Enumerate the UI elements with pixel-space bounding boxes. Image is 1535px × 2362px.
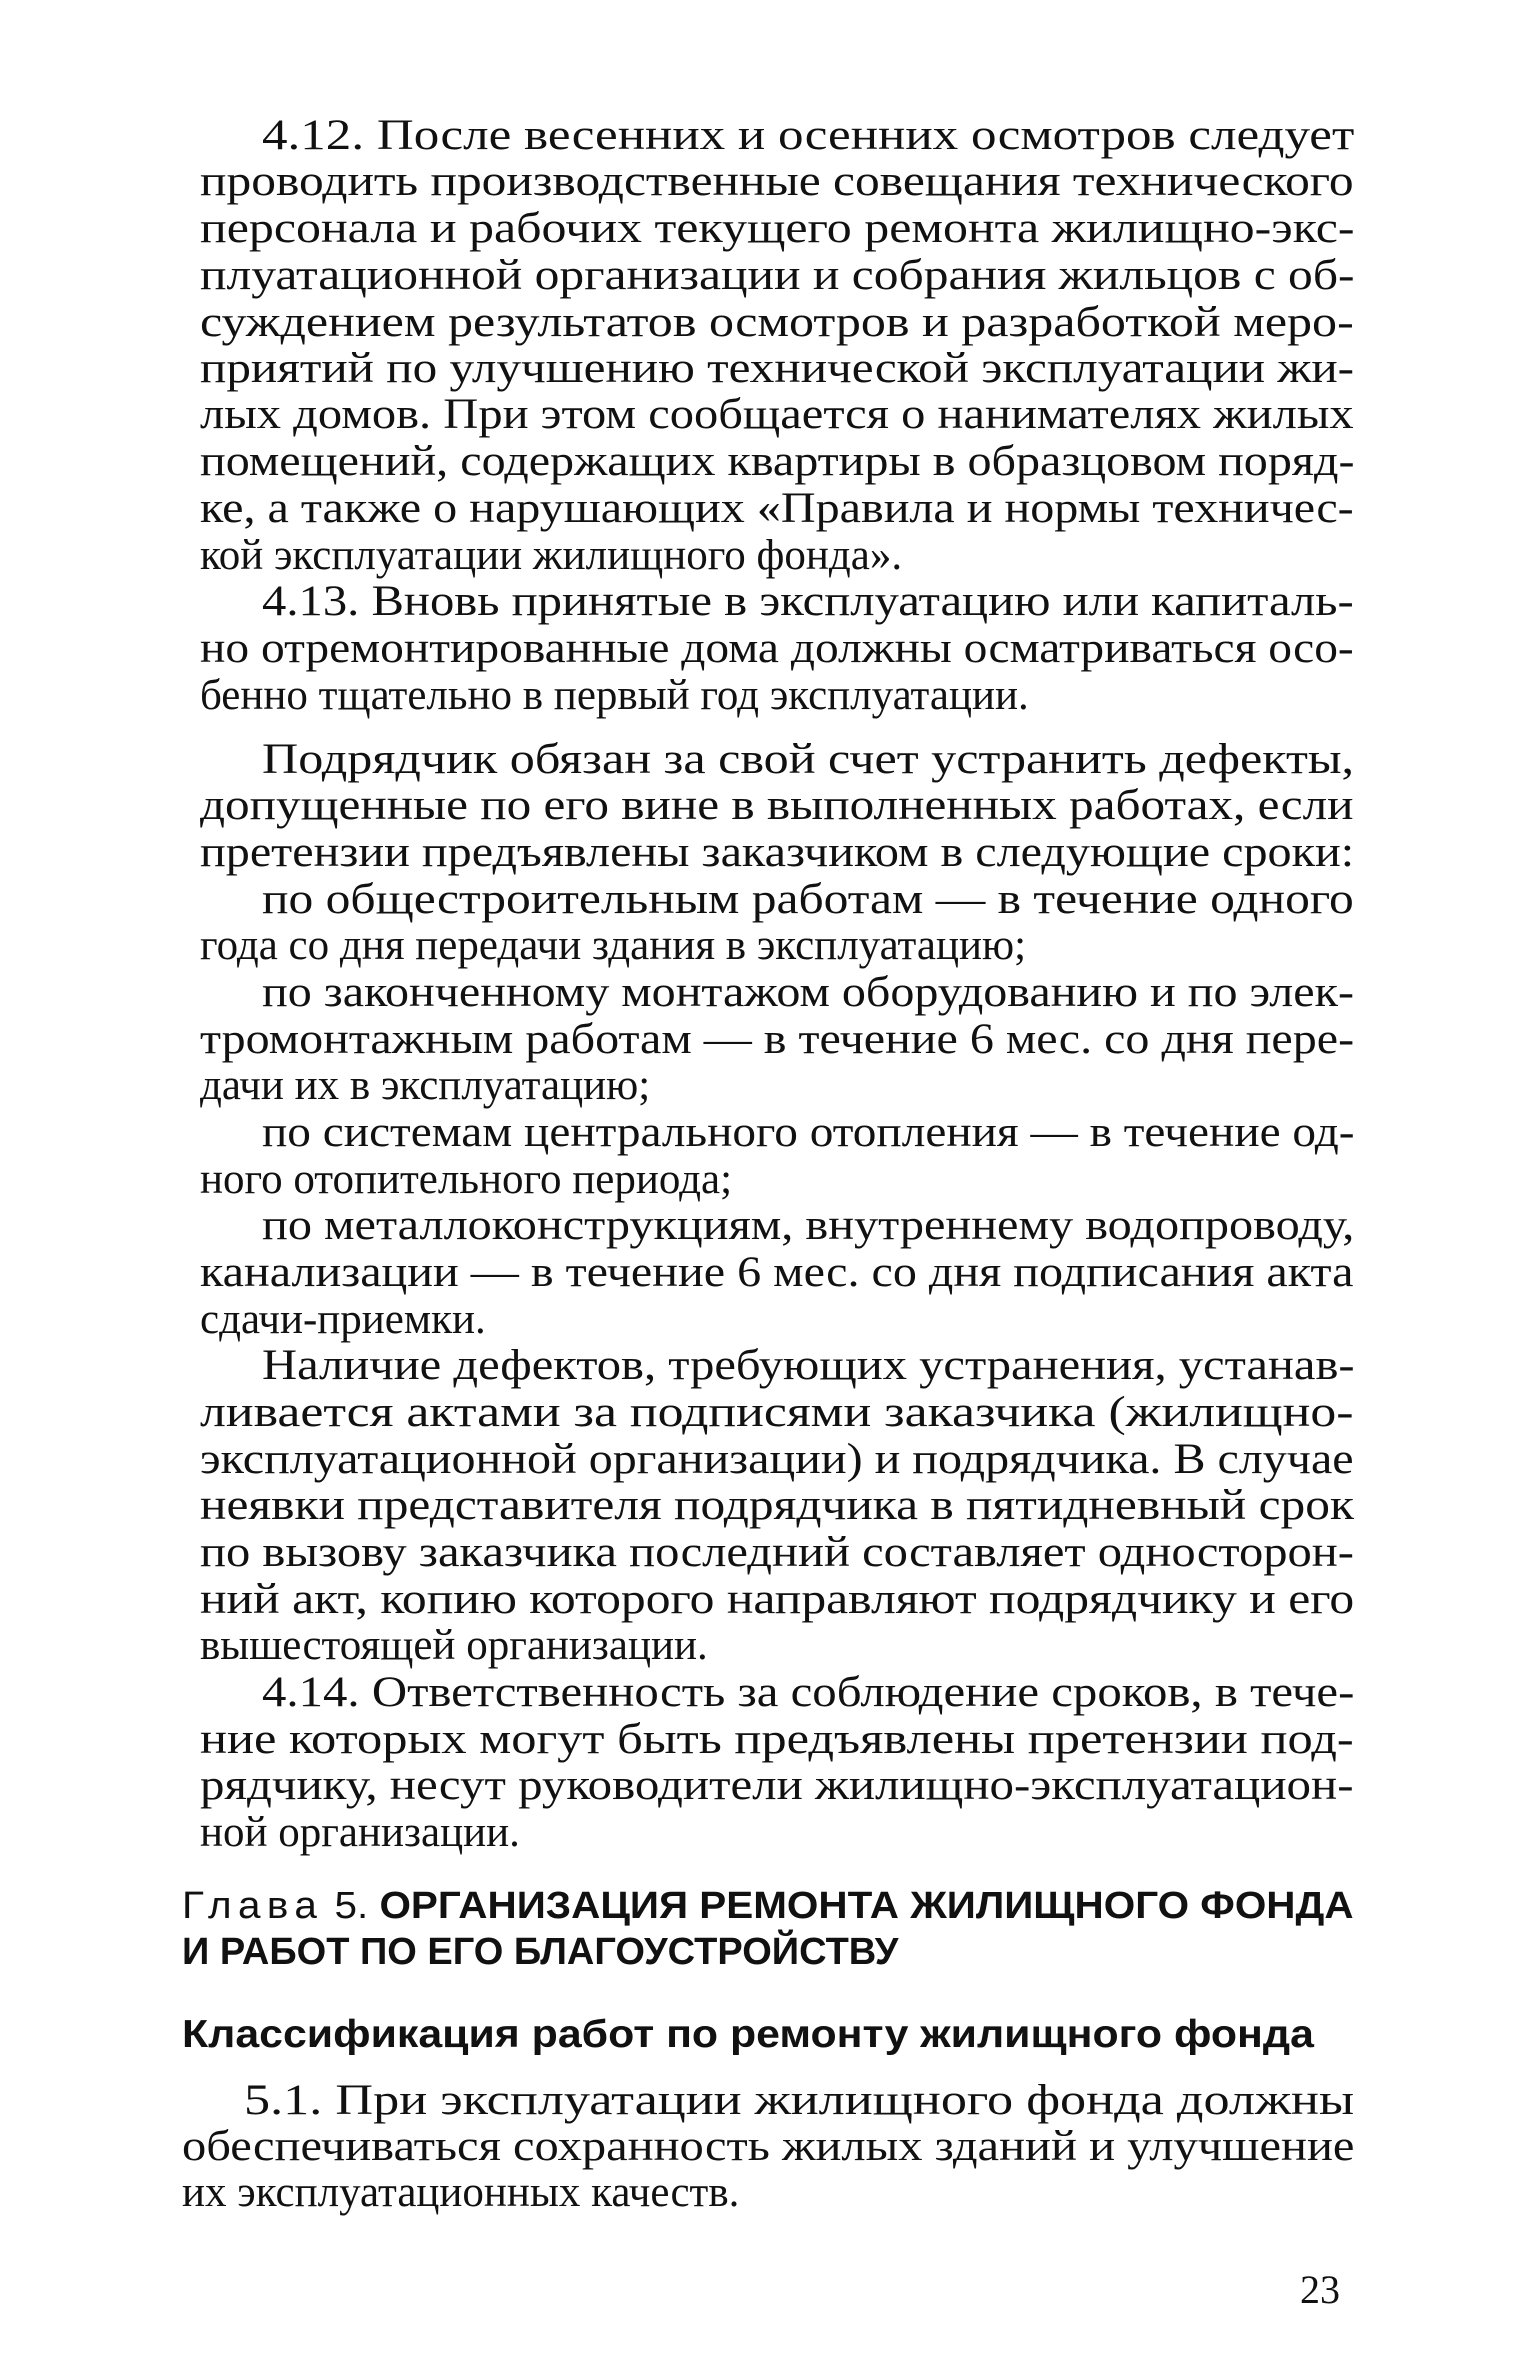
text-line: по системам центрального отопления — в течение од-: [262, 1109, 1355, 1156]
chapter-label: Глава: [182, 1885, 324, 1927]
text-line: по вызову заказчика последний составляет односторон-: [200, 1529, 1354, 1576]
text-line: по металлоконструкциям, внутреннему водопроводу,: [262, 1202, 1355, 1249]
text-line: Подрядчик обязан за свой счет устранить дефекты,: [262, 736, 1355, 783]
page-number: 23: [1300, 2267, 1340, 2312]
text-line: 4.12. После весенних и осенних осмотров следует: [262, 112, 1355, 159]
text-line: их эксплуатационных качеств.: [182, 2169, 740, 2216]
text-line: ке, а также о нарушающих «Правила и нормы техничес-: [200, 485, 1354, 532]
text-line: года со дня передачи здания в эксплуатацию;: [200, 922, 1027, 969]
text-line: ной организации.: [200, 1809, 520, 1856]
chapter-title-line1: ОРГАНИЗАЦИЯ РЕМОНТА ЖИЛИЩНОГО ФОНДА: [379, 1885, 1354, 1927]
text-line: Наличие дефектов, требующих устранения, устанав-: [262, 1342, 1355, 1389]
text-line: ливается актами за подписями заказчика (жилищно-: [200, 1389, 1354, 1436]
chapter-number: 5.: [334, 1885, 369, 1927]
text-line: ний акт, копию которого направляют подрядчику и его: [200, 1576, 1355, 1623]
text-line: обеспечиваться сохранность жилых зданий и улучшение: [182, 2123, 1355, 2170]
text-line: по общестроительным работам — в течение одного: [262, 876, 1354, 923]
text-line: эксплуатационной организации) и подрядчика. В случае: [200, 1436, 1354, 1483]
text-line: лых домов. При этом сообщается о нанимателях жилых: [200, 391, 1354, 438]
chapter-title-line2: И РАБОТ ПО ЕГО БЛАГОУСТРОЙСТВУ: [182, 1931, 899, 1973]
chapter-heading-line1: [182, 1882, 1354, 1930]
text-line: кой эксплуатации жилищного фонда».: [200, 532, 903, 579]
text-line: помещений, содержащих квартиры в образцовом поряд-: [200, 438, 1355, 485]
text-line: 4.13. Вновь принятые в эксплуатацию или капиталь-: [262, 578, 1354, 625]
text-line: канализации — в течение 6 мес. со дня подписания акта: [200, 1249, 1354, 1296]
text-line: вышестоящей организации.: [200, 1622, 708, 1669]
text-line: ние которых могут быть предъявлены претензии под-: [200, 1716, 1354, 1763]
text-line: дачи их в эксплуатацию;: [200, 1062, 651, 1109]
text-line: тромонтажным работам — в течение 6 мес. со дня пере-: [200, 1016, 1355, 1063]
text-line: бенно тщательно в первый год эксплуатации.: [200, 672, 1029, 719]
text-line: но отремонтированные дома должны осматриваться осо-: [200, 625, 1354, 672]
text-line: приятий по улучшению технической эксплуатации жи-: [200, 345, 1355, 392]
text-line: неявки представителя подрядчика в пятидневный срок: [200, 1482, 1354, 1529]
text-line: рядчику, несут руководители жилищно-эксплуатацион-: [200, 1762, 1354, 1809]
text-line: 5.1. При эксплуатации жилищного фонда должны: [244, 2077, 1355, 2124]
text-line: проводить производственные совещания технического: [200, 158, 1354, 205]
text-line: 4.14. Ответственность за соблюдение сроков, в тече-: [262, 1669, 1355, 1716]
text-line: допущенные по его вине в выполненных работах, если: [200, 782, 1354, 829]
text-line: суждением результатов осмотров и разработкой меро-: [200, 299, 1354, 346]
text-line: претензии предъявлены заказчиком в следующие сроки:: [200, 829, 1355, 876]
text-line: персонала и рабочих текущего ремонта жилищно-экс-: [200, 205, 1355, 252]
text-line: ного отопительного периода;: [200, 1156, 733, 1203]
text-line: по законченному монтажом оборудованию и по элек-: [262, 969, 1354, 1016]
text-line: сдачи-приемки.: [200, 1296, 486, 1343]
section-heading: Классификация работ по ремонту жилищного фонда: [182, 2013, 1314, 2056]
text-line: плуатационной организации и собрания жильцов с об-: [200, 252, 1355, 299]
